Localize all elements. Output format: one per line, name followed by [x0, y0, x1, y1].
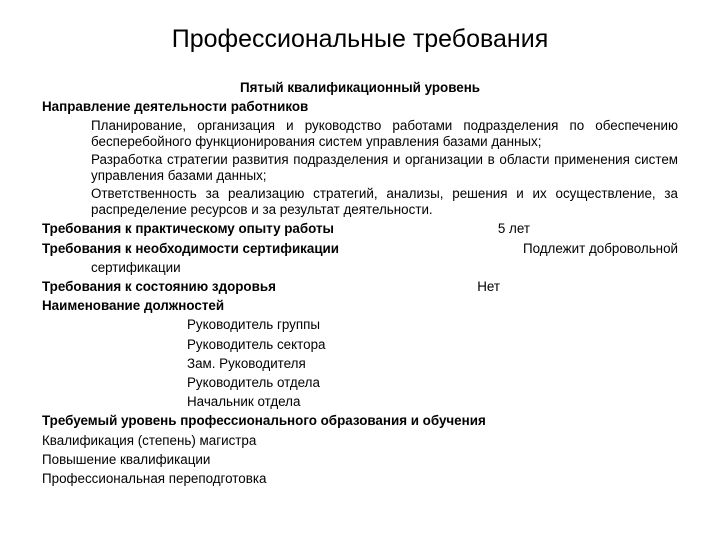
requirement-experience-label: Требования к практическому опыту работы [42, 221, 334, 237]
position-item: Руководитель отдела [187, 375, 320, 391]
direction-item-3: Ответственность за реализацию стратегий, анализы, решения и их осуществление, за распределение ресурсов и за результат деятельности. [91, 186, 678, 217]
position-item: Руководитель группы [187, 317, 320, 333]
requirements-document [42, 78, 678, 488]
direction-heading: Направление деятельности работников [42, 99, 309, 115]
direction-item-2: Разработка стратегии развития подразделения и организации в области применения систем управления базами данных; [91, 152, 678, 183]
position-item: Зам. Руководителя [187, 355, 306, 371]
position-item: Начальник отдела [187, 394, 301, 410]
education-item: Профессиональная переподготовка [42, 471, 267, 487]
requirement-health [42, 277, 678, 296]
requirement-health-label: Требования к состоянию здоровья [42, 279, 276, 295]
education-heading: Требуемый уровень профессионального образования и обучения [42, 413, 486, 429]
direction-item-1: Планирование, организация и руководство работами подразделения по обеспечению бесперебойного функционирования систем управления базами данных; [91, 118, 678, 149]
requirement-health-value: Нет [477, 279, 500, 295]
requirement-experience [42, 219, 678, 238]
requirement-certification-value: Подлежит добровольной [522, 240, 678, 256]
requirement-certification [42, 239, 678, 258]
positions-heading: Наименование должностей [42, 298, 225, 314]
page-title: Профессиональные требования [171, 25, 549, 53]
requirement-certification-label: Требования к необходимости сертификации [42, 240, 340, 256]
education-item: Квалификация (степень) магистра [42, 432, 257, 448]
requirement-experience-value: 5 лет [497, 221, 530, 237]
requirement-certification-continuation: сертификации [91, 259, 181, 275]
position-item: Руководитель сектора [187, 336, 326, 352]
level-heading: Пятый квалификационный уровень [239, 80, 481, 95]
education-item: Повышение квалификации [42, 451, 211, 467]
